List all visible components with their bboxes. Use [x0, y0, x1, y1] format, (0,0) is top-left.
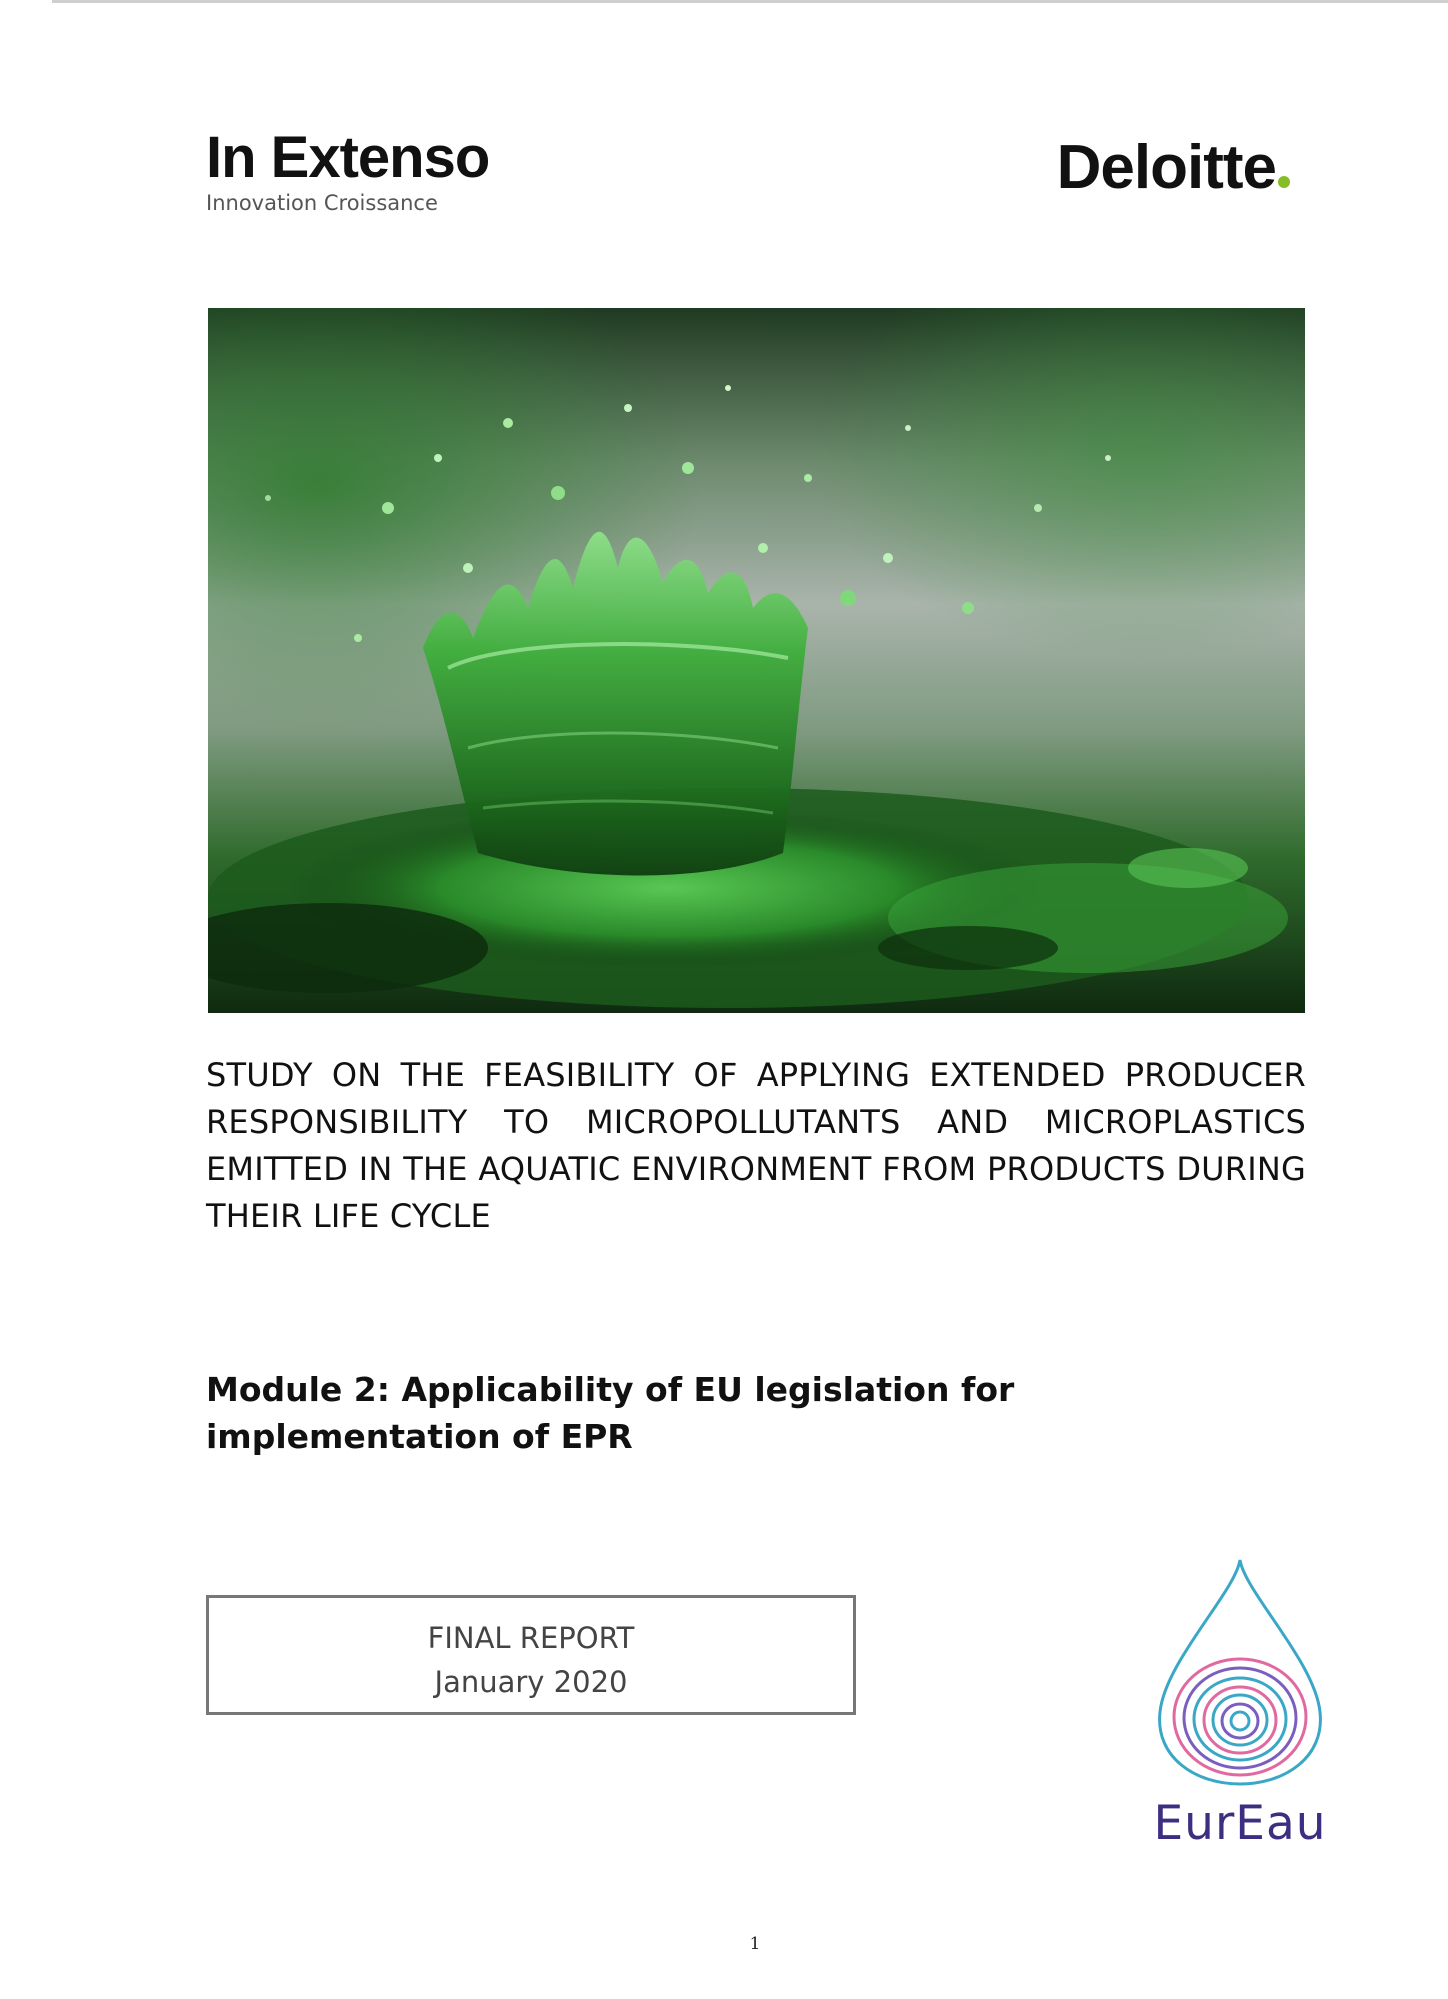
- report-status-box: [206, 1595, 856, 1715]
- report-date: January 2020: [434, 1665, 628, 1699]
- eureau-drop-icon: [1145, 1552, 1335, 1792]
- deloitte-dot-icon: [1278, 176, 1290, 188]
- report-title: STUDY ON THE FEASIBILITY OF APPLYING EXTENDED PRODUCER RESPONSIBILITY TO MICROPOLLUTANTS AND MICROPLASTICS EMITTED IN THE AQUATIC ENVIRONMENT FROM PRODUCTS DURING THEIR LIFE CYCLE: [206, 1056, 1306, 1235]
- in-extenso-tagline: Innovation Croissance: [206, 191, 438, 215]
- top-rule: [52, 0, 1448, 3]
- eureau-logo: [1140, 1552, 1340, 1872]
- green-water-splash-photo-icon: [208, 308, 1305, 1013]
- in-extenso-logo: [206, 125, 526, 228]
- eureau-wordmark: EurEau: [1153, 1796, 1327, 1851]
- report-type: FINAL REPORT: [427, 1621, 635, 1655]
- cover-image: [208, 308, 1305, 1013]
- page-number: 1: [749, 1934, 761, 1954]
- in-extenso-brand: In Extenso: [206, 125, 490, 190]
- module-heading: Module 2: Applicability of EU legislation for implementation of EPR: [206, 1370, 1015, 1456]
- deloitte-brand: Deloitte: [1056, 133, 1276, 202]
- deloitte-logo: [1057, 128, 1290, 208]
